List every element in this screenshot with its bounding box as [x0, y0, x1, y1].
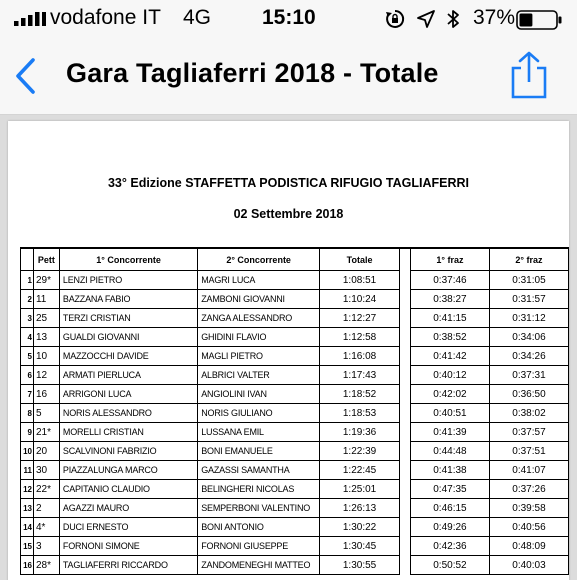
table-row: [21, 518, 569, 537]
row-concorrente-2: ZANDOMENEGHI MATTEO: [198, 556, 320, 575]
row-concorrente-1: ARRIGONI LUCA: [59, 385, 197, 404]
table-row: [21, 537, 569, 556]
row-pett: 16: [33, 385, 59, 404]
row-pett: 10: [33, 347, 59, 366]
row-concorrente-2: NORIS GIULIANO: [198, 404, 320, 423]
table-row: [21, 499, 569, 518]
row-concorrente-1: CAPITANIO CLAUDIO: [59, 480, 197, 499]
network-type: 4G: [183, 6, 212, 29]
row-position: 7: [21, 385, 34, 404]
row-fraz-1: 0:46:15: [410, 499, 489, 518]
header-pett: Pett: [33, 248, 59, 271]
column-spacer: [400, 290, 411, 309]
table-header-row: [21, 248, 569, 271]
column-spacer: [400, 404, 411, 423]
row-concorrente-2: ZAMBONI GIOVANNI: [198, 290, 320, 309]
column-spacer: [400, 309, 411, 328]
column-spacer: [400, 480, 411, 499]
row-fraz-2: 0:36:50: [489, 385, 568, 404]
row-fraz-2: 0:40:56: [489, 518, 568, 537]
column-spacer: [400, 271, 411, 290]
row-totale: 1:30:45: [320, 537, 400, 556]
row-pett: 20: [33, 442, 59, 461]
row-fraz-2: 0:39:58: [489, 499, 568, 518]
row-concorrente-1: TAGLIAFERRI RICCARDO: [59, 556, 197, 575]
column-spacer: [400, 423, 411, 442]
row-fraz-2: 0:34:06: [489, 328, 568, 347]
row-position: 15: [21, 537, 34, 556]
row-position: 5: [21, 347, 34, 366]
row-fraz-2: 0:34:26: [489, 347, 568, 366]
row-totale: 1:12:58: [320, 328, 400, 347]
row-concorrente-1: DUCI ERNESTO: [59, 518, 197, 537]
row-fraz-1: 0:37:46: [410, 271, 489, 290]
column-spacer: [400, 366, 411, 385]
row-fraz-1: 0:47:35: [410, 480, 489, 499]
row-position: 6: [21, 366, 34, 385]
row-concorrente-2: ALBRICI VALTER: [198, 366, 320, 385]
row-pett: 13: [33, 328, 59, 347]
row-fraz-1: 0:38:52: [410, 328, 489, 347]
row-concorrente-2: LUSSANA EMIL: [198, 423, 320, 442]
row-fraz-1: 0:41:42: [410, 347, 489, 366]
header-position: [21, 248, 34, 271]
row-position: 10: [21, 442, 34, 461]
column-spacer: [400, 385, 411, 404]
page-title: Gara Tagliaferri 2018 - Totale: [66, 58, 439, 88]
orientation-lock-icon: [385, 9, 405, 29]
signal-bars-icon: [14, 12, 46, 26]
row-fraz-2: 0:31:12: [489, 309, 568, 328]
row-concorrente-1: GUALDI GIOVANNI: [59, 328, 197, 347]
row-concorrente-2: GHIDINI FLAVIO: [198, 328, 320, 347]
header-totale: Totale: [320, 248, 400, 271]
row-position: 16: [21, 556, 34, 575]
row-concorrente-2: SEMPERBONI VALENTINO: [198, 499, 320, 518]
header-fraz-1: 1° fraz: [410, 248, 489, 271]
column-spacer: [400, 537, 411, 556]
table-row: [21, 556, 569, 575]
row-totale: 1:18:53: [320, 404, 400, 423]
document-title: 33° Edizione STAFFETTA PODISTICA RIFUGIO TAGLIAFERRI: [107, 176, 470, 190]
row-fraz-1: 0:38:27: [410, 290, 489, 309]
row-fraz-1: 0:44:48: [410, 442, 489, 461]
row-fraz-2: 0:37:57: [489, 423, 568, 442]
row-pett: 12: [33, 366, 59, 385]
row-concorrente-1: LENZI PIETRO: [59, 271, 197, 290]
row-concorrente-1: FORNONI SIMONE: [59, 537, 197, 556]
row-fraz-1: 0:40:12: [410, 366, 489, 385]
row-pett: 22*: [33, 480, 59, 499]
table-row: [21, 309, 569, 328]
table-row: [21, 271, 569, 290]
row-fraz-1: 0:41:39: [410, 423, 489, 442]
battery-icon: [516, 10, 562, 30]
table-row: [21, 347, 569, 366]
row-totale: 1:12:27: [320, 309, 400, 328]
row-fraz-2: 0:40:03: [489, 556, 568, 575]
row-position: 1: [21, 271, 34, 290]
results-table: [20, 247, 569, 575]
column-spacer: [400, 442, 411, 461]
row-concorrente-1: MORELLI CRISTIAN: [59, 423, 197, 442]
row-position: 8: [21, 404, 34, 423]
row-pett: 21*: [33, 423, 59, 442]
row-fraz-2: 0:37:31: [489, 366, 568, 385]
row-pett: 25: [33, 309, 59, 328]
location-arrow-icon: [416, 9, 436, 29]
row-pett: 30: [33, 461, 59, 480]
row-fraz-2: 0:37:51: [489, 442, 568, 461]
table-row: [21, 480, 569, 499]
row-concorrente-2: BELINGHERI NICOLAS: [198, 480, 320, 499]
table-row: [21, 404, 569, 423]
row-totale: 1:08:51: [320, 271, 400, 290]
row-pett: 29*: [33, 271, 59, 290]
document-date: 02 Settembre 2018: [233, 207, 344, 221]
column-spacer: [400, 248, 411, 271]
column-spacer: [400, 518, 411, 537]
row-pett: 28*: [33, 556, 59, 575]
column-spacer: [400, 556, 411, 575]
row-concorrente-2: BONI ANTONIO: [198, 518, 320, 537]
row-totale: 1:17:43: [320, 366, 400, 385]
row-concorrente-1: MAZZOCCHI DAVIDE: [59, 347, 197, 366]
row-concorrente-2: GAZASSI SAMANTHA: [198, 461, 320, 480]
table-row: [21, 442, 569, 461]
row-fraz-1: 0:41:38: [410, 461, 489, 480]
chevron-left-icon[interactable]: [12, 56, 42, 96]
row-totale: 1:16:08: [320, 347, 400, 366]
row-fraz-1: 0:42:02: [410, 385, 489, 404]
row-totale: 1:26:13: [320, 499, 400, 518]
row-totale: 1:30:55: [320, 556, 400, 575]
clock: 15:10: [262, 6, 316, 29]
row-pett: 3: [33, 537, 59, 556]
battery-percent: 37%: [473, 6, 516, 29]
row-fraz-2: 0:41:07: [489, 461, 568, 480]
row-concorrente-2: BONI EMANUELE: [198, 442, 320, 461]
row-position: 12: [21, 480, 34, 499]
document-page: [8, 121, 569, 580]
table-row: [21, 290, 569, 309]
row-fraz-1: 0:40:51: [410, 404, 489, 423]
row-position: 3: [21, 309, 34, 328]
document-viewer[interactable]: [0, 115, 577, 580]
row-concorrente-2: ANGIOLINI IVAN: [198, 385, 320, 404]
row-concorrente-1: SCALVINONI FABRIZIO: [59, 442, 197, 461]
row-totale: 1:30:22: [320, 518, 400, 537]
row-position: 2: [21, 290, 34, 309]
row-fraz-1: 0:42:36: [410, 537, 489, 556]
column-spacer: [400, 461, 411, 480]
row-concorrente-2: MAGRI LUCA: [198, 271, 320, 290]
column-spacer: [400, 347, 411, 366]
header-fraz-2: 2° fraz: [489, 248, 568, 271]
row-totale: 1:22:45: [320, 461, 400, 480]
share-icon[interactable]: [508, 50, 550, 100]
row-totale: 1:22:39: [320, 442, 400, 461]
row-position: 14: [21, 518, 34, 537]
row-totale: 1:10:24: [320, 290, 400, 309]
row-position: 13: [21, 499, 34, 518]
row-fraz-1: 0:50:52: [410, 556, 489, 575]
carrier-name: vodafone IT: [50, 6, 161, 29]
row-totale: 1:19:36: [320, 423, 400, 442]
row-pett: 11: [33, 290, 59, 309]
row-position: 4: [21, 328, 34, 347]
row-concorrente-1: AGAZZI MAURO: [59, 499, 197, 518]
column-spacer: [400, 499, 411, 518]
bluetooth-icon: [446, 8, 460, 30]
row-position: 9: [21, 423, 34, 442]
row-fraz-2: 0:37:26: [489, 480, 568, 499]
row-fraz-1: 0:41:15: [410, 309, 489, 328]
row-concorrente-1: BAZZANA FABIO: [59, 290, 197, 309]
row-concorrente-1: NORIS ALESSANDRO: [59, 404, 197, 423]
row-fraz-1: 0:49:26: [410, 518, 489, 537]
header-concorrente-1: 1° Concorrente: [59, 248, 197, 271]
row-fraz-2: 0:38:02: [489, 404, 568, 423]
status-bar: [0, 0, 577, 38]
table-row: [21, 423, 569, 442]
row-position: 11: [21, 461, 34, 480]
row-totale: 1:18:52: [320, 385, 400, 404]
row-fraz-2: 0:31:05: [489, 271, 568, 290]
column-spacer: [400, 328, 411, 347]
row-concorrente-2: ZANGA ALESSANDRO: [198, 309, 320, 328]
table-row: [21, 385, 569, 404]
row-fraz-2: 0:48:09: [489, 537, 568, 556]
table-row: [21, 461, 569, 480]
row-pett: 5: [33, 404, 59, 423]
row-totale: 1:25:01: [320, 480, 400, 499]
row-fraz-2: 0:31:57: [489, 290, 568, 309]
row-pett: 4*: [33, 518, 59, 537]
row-concorrente-2: FORNONI GIUSEPPE: [198, 537, 320, 556]
navigation-bar: [0, 38, 577, 115]
row-concorrente-1: PIAZZALUNGA MARCO: [59, 461, 197, 480]
table-row: [21, 366, 569, 385]
header-concorrente-2: 2° Concorrente: [198, 248, 320, 271]
table-row: [21, 328, 569, 347]
row-concorrente-1: TERZI CRISTIAN: [59, 309, 197, 328]
row-concorrente-2: MAGLI PIETRO: [198, 347, 320, 366]
row-pett: 2: [33, 499, 59, 518]
row-concorrente-1: ARMATI PIERLUCA: [59, 366, 197, 385]
